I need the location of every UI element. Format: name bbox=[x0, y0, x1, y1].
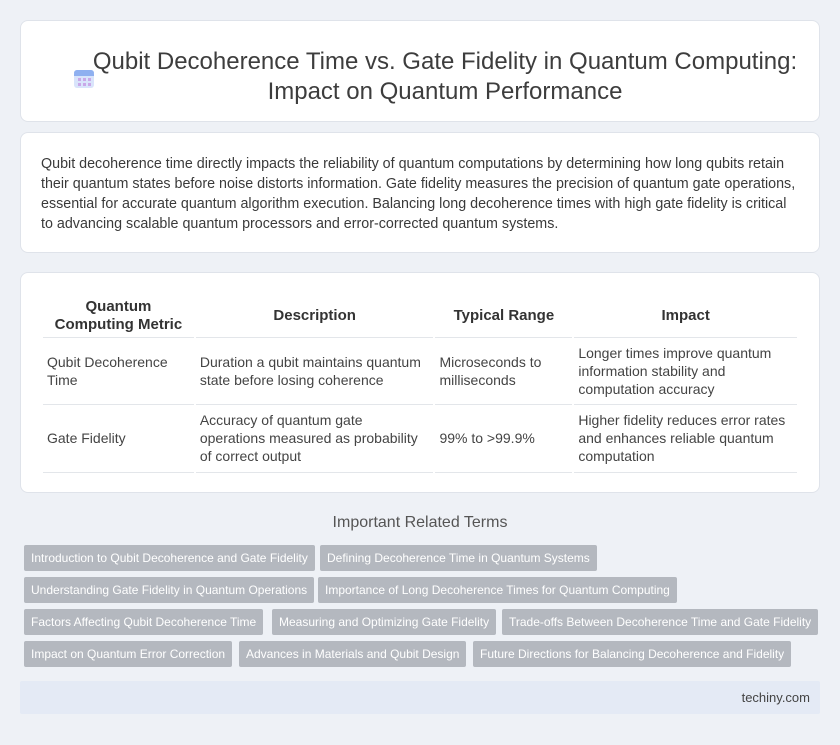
related-term-tag[interactable]: Introduction to Qubit Decoherence and Gate Fidelity bbox=[24, 545, 315, 571]
intro-paragraph: Qubit decoherence time directly impacts the reliability of quantum computations by determining how long qubits retain their quantum states before noise distorts information. Gate fidelity measures the precision of quantum gate operations, essential for accurate quantum algorithm execution. Balancing long decoherence times with high gate fidelity is critical to advancing scalable quantum processors and error-corrected quantum systems. bbox=[41, 156, 796, 232]
intro-card bbox=[20, 132, 820, 253]
table-cell: Longer times improve quantum information stability and computation accuracy bbox=[573, 337, 798, 404]
table-cell: Gate Fidelity bbox=[43, 404, 195, 472]
related-term-tag[interactable]: Factors Affecting Qubit Decoherence Time bbox=[24, 609, 263, 635]
table-cell: Duration a qubit maintains quantum state before losing coherence bbox=[195, 337, 435, 404]
related-term-tag[interactable]: Impact on Quantum Error Correction bbox=[24, 641, 232, 667]
related-term-tag[interactable]: Advances in Materials and Qubit Design bbox=[239, 641, 466, 667]
table-cell: Microseconds to milliseconds bbox=[434, 337, 573, 404]
related-term-tag[interactable]: Importance of Long Decoherence Times for Quantum Computing bbox=[318, 577, 677, 603]
related-term-tag[interactable]: Trade-offs Between Decoherence Time and Gate Fidelity bbox=[502, 609, 818, 635]
table-cell: Higher fidelity reduces error rates and enhances reliable quantum computation bbox=[573, 404, 798, 472]
footer bbox=[20, 681, 820, 714]
column-header: Quantum Computing Metric bbox=[43, 295, 195, 337]
related-term-tag[interactable]: Understanding Gate Fidelity in Quantum Operations bbox=[24, 577, 314, 603]
related-term-tag[interactable]: Defining Decoherence Time in Quantum Systems bbox=[320, 545, 597, 571]
table-header-row bbox=[43, 295, 798, 337]
related-terms-heading: Important Related Terms bbox=[332, 514, 508, 531]
related-term-tag[interactable]: Future Directions for Balancing Decoherence and Fidelity bbox=[473, 641, 791, 667]
page-title: Qubit Decoherence Time vs. Gate Fidelity in Quantum Computing: Impact on Quantum Performance bbox=[92, 48, 798, 105]
table-row bbox=[43, 404, 798, 472]
column-header: Impact bbox=[573, 295, 798, 337]
related-term-tag[interactable]: Measuring and Optimizing Gate Fidelity bbox=[272, 609, 496, 635]
title-card bbox=[20, 20, 820, 122]
comparison-table bbox=[43, 295, 799, 473]
table-card bbox=[20, 272, 820, 493]
table-cell: Accuracy of quantum gate operations measured as probability of correct output bbox=[195, 404, 435, 472]
footer-site-name[interactable]: techiny.com bbox=[741, 690, 810, 705]
column-header: Description bbox=[195, 295, 435, 337]
table-cell: Qubit Decoherence Time bbox=[43, 337, 195, 404]
table-row bbox=[43, 337, 798, 404]
column-header: Typical Range bbox=[434, 295, 573, 337]
table-cell: 99% to >99.9% bbox=[434, 404, 573, 472]
